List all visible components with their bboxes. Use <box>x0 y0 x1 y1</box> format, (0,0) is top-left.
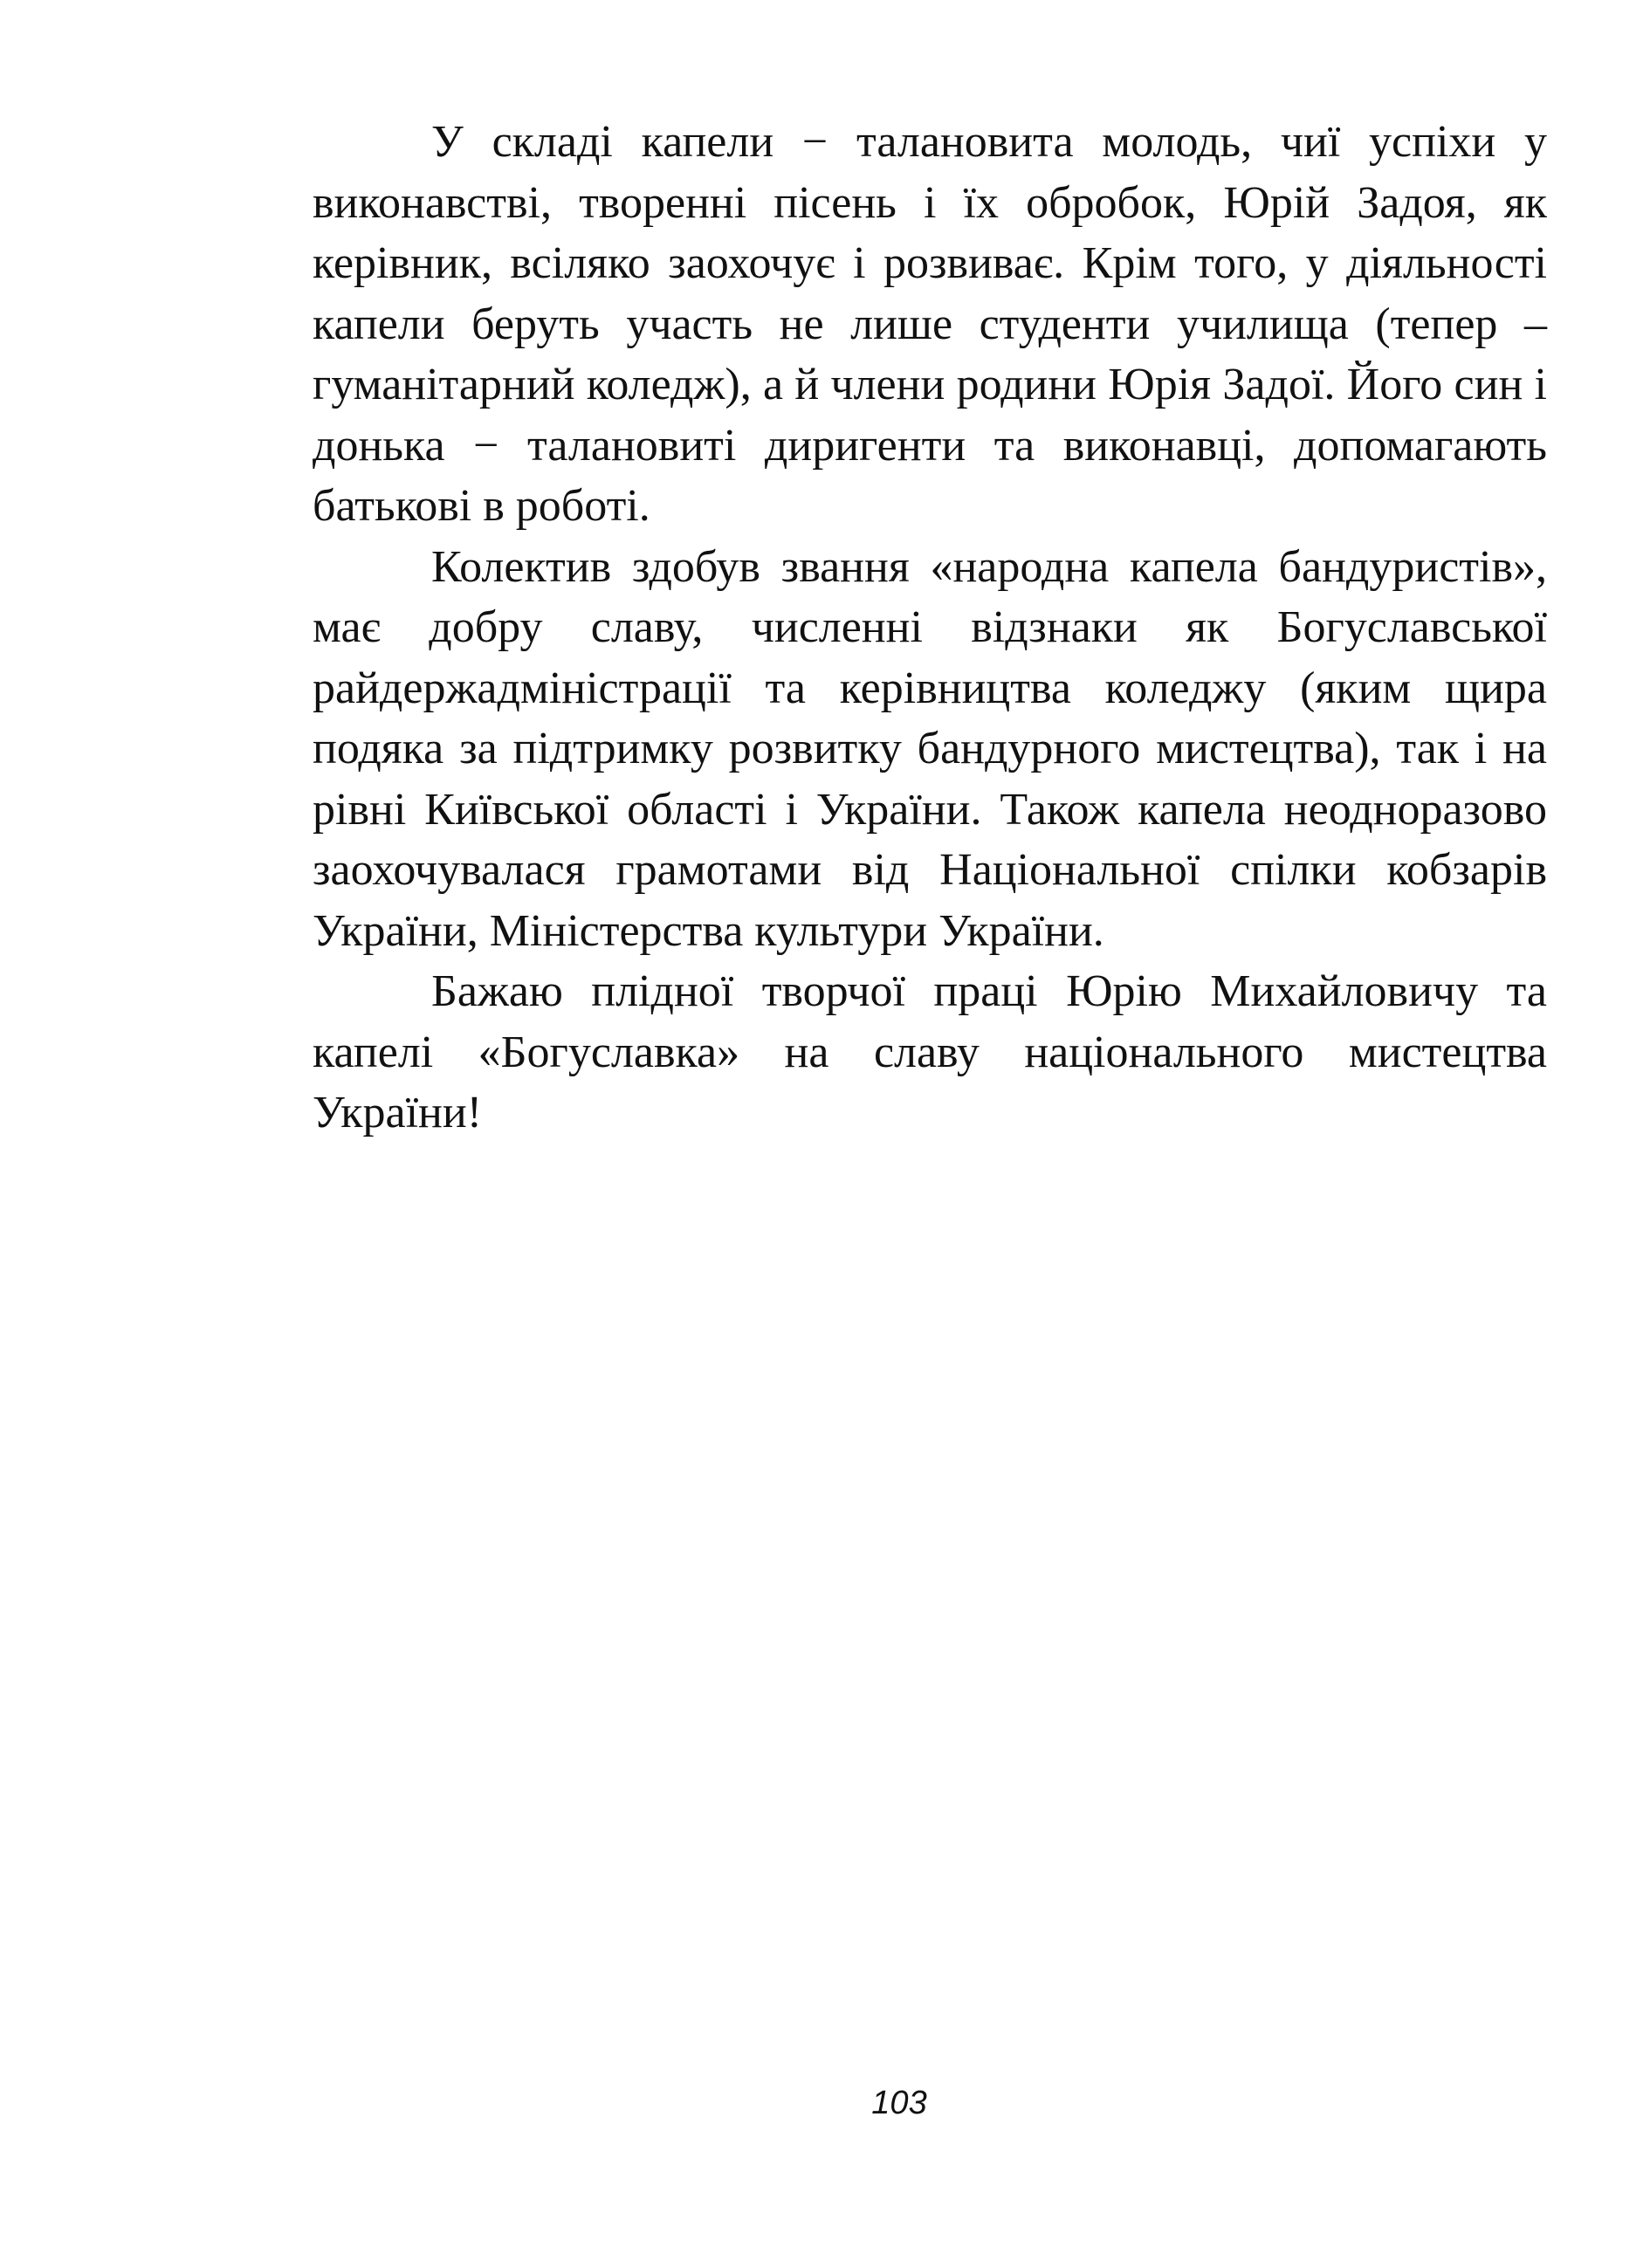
body-text <box>313 112 1547 1144</box>
paragraph-1: У складі капели − талановита молодь, чиї успіхи у виконавстві, творенні пісень і їх обробок, Юрій Задоя, як керівник, всіляко заохочує і розвиває. Крім того, у діяльності капели беруть участь не лише студенти училища (тепер – гуманітарний коледж), а й члени родини Юрія Задої. Його син і донька − талановиті диригенти та виконавці, допомагають батькові в роботі. <box>313 117 1547 531</box>
paragraph-3: Бажаю плідної творчої праці Юрію Михайловичу та капелі «Богуславка» на славу національного мистецтва України! <box>313 966 1547 1137</box>
paragraph-2: Колектив здобув звання «народна капела бандуристів», має добру славу, численні відзнаки як Богуславської райдержадміністрації та керівництва коледжу (яким щира подяка за підтримку розвитку бандурного мистецтва), так і на рівні Київської області і України. Також капела неодноразово заохочувалася грамотами від Національної спілки кобзарів України, Міністерства культури України. <box>313 541 1547 956</box>
page-number: 103 <box>871 2085 927 2121</box>
